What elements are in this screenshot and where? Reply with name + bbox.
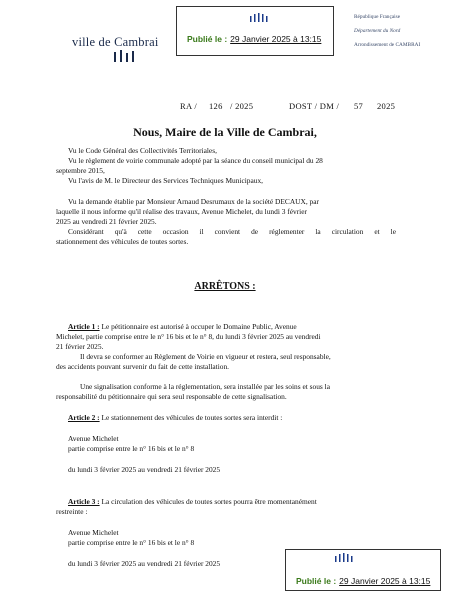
article-2-part: partie comprise entre le n° 16 bis et le n° 8	[68, 444, 195, 453]
article-2-street: Avenue Michelet	[68, 434, 119, 443]
arrondissement-line: Arrondissement de CAMBRAI	[354, 42, 421, 49]
article-3-street: Avenue Michelet	[68, 528, 119, 537]
vu-line-2a: Vu le règlement de voirie communale adopté par la séance du conseil municipal du 28	[68, 156, 323, 165]
article-2-title: Article 2 :	[68, 413, 100, 422]
published-date: 29 Janvier 2025 à 13:15	[339, 576, 431, 586]
article-3-title: Article 3 :	[68, 497, 100, 506]
article-3-dates: du lundi 3 février 2025 au vendredi 21 février 2025	[68, 559, 221, 568]
article-1-line-6: Une signalisation conforme à la réglementation, sera installée par les soins et sous la	[80, 382, 330, 391]
ref-number: 126	[209, 101, 223, 111]
article-2-line-1	[68, 413, 282, 423]
ref-year: / 2025	[230, 101, 254, 111]
article-1-text-1: Le pétitionnaire est autorisé à occuper le Domaine Public, Avenue	[101, 322, 297, 331]
article-1-line-4: Il devra se conformer au Règlement de Voirie en vigueur et restera, seul responsable,	[80, 352, 331, 361]
vu-line-1: Vu le Code Général des Collectivités Territoriales,	[68, 146, 217, 155]
published-label: Publié le :	[187, 34, 228, 44]
published-label: Publié le :	[296, 576, 337, 586]
publication-stamp-top	[176, 6, 334, 56]
admin-header	[354, 14, 444, 49]
demande-line-3: 2025 au vendredi 21 février 2025.	[56, 217, 157, 226]
article-1-line-2: Michelet, partie comprise entre le n° 16 bis et le n° 8, du lundi 3 février 2025 au vendredi	[56, 332, 321, 341]
article-1-line-1	[68, 322, 396, 332]
demande-line-1: Vu la demande établie par Monsieur Arnaud Desrumaux de la société DECAUX, par	[68, 197, 319, 206]
crest-icon	[334, 553, 354, 562]
article-1-line-5: des accidents pouvant survenir du fait de cette installation.	[56, 362, 230, 371]
vu-line-3: Vu l'avis de M. le Directeur des Services Techniques Municipaux,	[68, 176, 264, 185]
ref-dost: DOST / DM /	[289, 101, 340, 111]
publication-stamp-bottom	[285, 549, 441, 591]
demande-line-4: Considérant qu'à cette occasion il convient de réglementer la circulation et le	[68, 227, 396, 236]
ref-ra: RA /	[180, 101, 198, 111]
published-date: 29 Janvier 2025 à 13:15	[230, 34, 322, 44]
article-2-text: Le stationnement des véhicules de toutes sortes sera interdit :	[101, 413, 283, 422]
arretons-heading: ARRÊTONS :	[194, 281, 256, 292]
article-1-title: Article 1 :	[68, 322, 100, 331]
ref-number-2: 57	[354, 101, 364, 111]
document-title: Nous, Maire de la Ville de Cambrai,	[133, 125, 317, 139]
demande-line-2: laquelle il nous informe qu'il réalise des travaux, Avenue Michelet, du lundi 3 février	[56, 207, 307, 216]
article-3-line-1	[68, 497, 396, 507]
department-line: Département du Nord	[354, 28, 401, 35]
article-1-line-3: 21 février 2025.	[56, 342, 104, 351]
article-3-part: partie comprise entre le n° 16 bis et le n° 8	[68, 538, 195, 547]
city-logo-icon	[112, 50, 142, 62]
article-2-dates: du lundi 3 février 2025 au vendredi 21 février 2025	[68, 465, 221, 474]
city-logo-text: ville de Cambrai	[72, 35, 159, 49]
republic-line: République Française	[354, 14, 401, 20]
crest-icon	[249, 13, 269, 22]
ref-year-2: 2025	[377, 101, 396, 111]
article-3-line-2: restreinte :	[56, 507, 88, 516]
demande-line-5: stationnement des véhicules de toutes sortes.	[56, 237, 189, 246]
vu-line-2b: septembre 2015,	[56, 166, 105, 175]
article-3-text-1: La circulation des véhicules de toutes sortes pourra être momentanément	[101, 497, 317, 506]
article-1-line-7: responsabilité du pétitionnaire qui sera seul responsable de cette signalisation.	[56, 392, 287, 401]
